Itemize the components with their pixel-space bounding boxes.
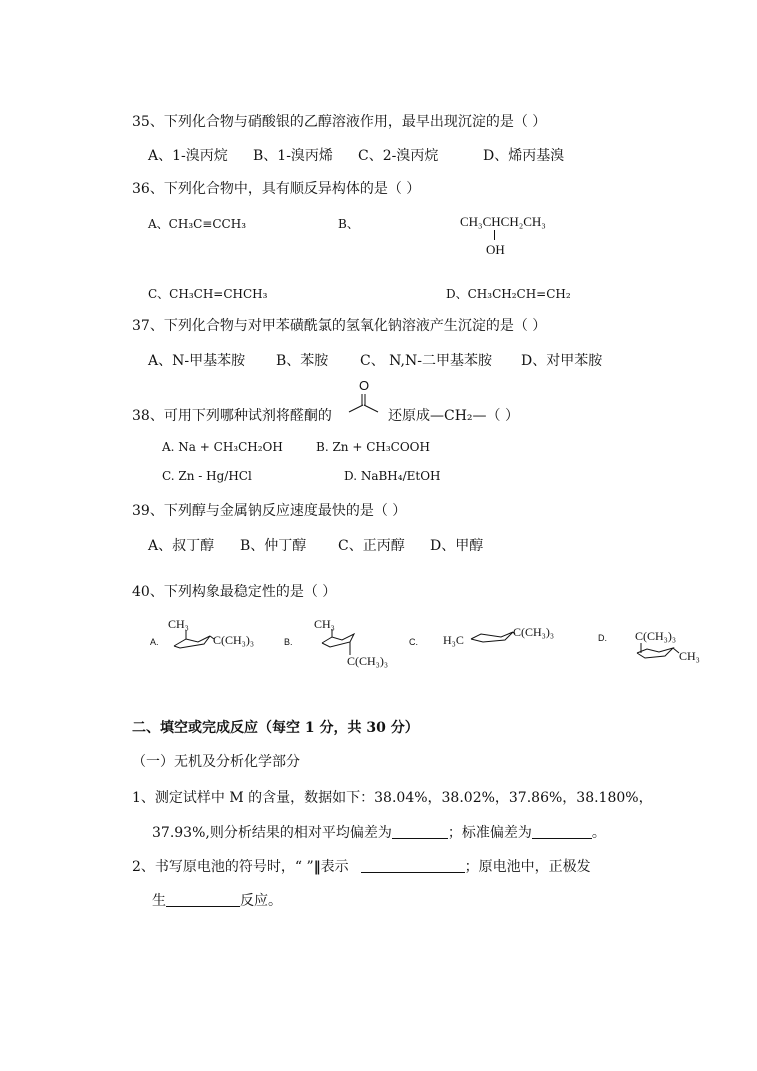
fill2-line2-pre: 生 (152, 893, 166, 909)
q37-option-b: B、苯胺 (276, 353, 329, 369)
q40-c-tbu: C(CH₃)₃ (513, 625, 555, 639)
q39-option-b: B、仲丁醇 (240, 538, 307, 554)
q38-option-d: D. NaBH₄/EtOH (344, 469, 441, 483)
q36-b-oh: OH (486, 242, 505, 257)
fill1-line2 (152, 824, 606, 840)
fill2-line1-post: ；原电池中，正极发 (464, 859, 591, 875)
q38-stem-post: 还原成—CH₂—（ ） (388, 408, 519, 424)
q39-option-a: A、叔丁醇 (148, 538, 215, 554)
q40-a-tbu: C(CH₃)₃ (213, 633, 255, 647)
q40-d-tbu: C(CH₃)₃ (635, 629, 677, 643)
q36-option-b-label: B、 (338, 217, 359, 231)
fill1-line2-pre: 37.93%,则分析结果的相对平均偏差为 (152, 825, 392, 841)
q36-b-bond (494, 230, 495, 240)
fill2-line1 (132, 858, 591, 874)
fill2-line2 (152, 892, 282, 908)
q40-a-ch3: CH₃ (168, 617, 189, 631)
q40-c-h3c: H₃C (443, 633, 464, 647)
q40-b-tbu: C(CH₃)₃ (347, 654, 389, 668)
q35-option-a: A、1-溴丙烷 (148, 148, 228, 164)
q40-option-b-structure (312, 617, 402, 669)
q38-stem-pre: 38、可用下列哪种试剂将醛酮的 (132, 408, 332, 424)
q40-option-a-structure (166, 617, 276, 657)
fill1-line1: 1、测定试样中 M 的含量，数据如下：38.04%，38.02%，37.86%，38.180%， (132, 790, 653, 806)
fill1-line2-mid: ；标准偏差为 (447, 825, 532, 841)
carbonyl-icon (346, 378, 386, 414)
q40-option-d-label: D. (598, 633, 607, 643)
q36-option-a: A、CH₃C≡CCH₃ (148, 217, 246, 231)
q35-option-d: D、烯丙基溴 (483, 148, 565, 164)
q39-option-d: D、甲醇 (430, 538, 484, 554)
q40-option-a-label: A. (150, 637, 159, 647)
q35-option-b: B、1-溴丙烯 (253, 148, 333, 164)
q36-stem: 36、下列化合物中，具有顺反异构体的是（ ） (132, 181, 421, 197)
q35-option-c: C、2-溴丙烷 (358, 148, 439, 164)
q40-b-ch3: CH₃ (314, 617, 335, 631)
q40-option-d-structure (633, 629, 723, 667)
q37-option-c: C、 N,N-二甲基苯胺 (360, 353, 492, 369)
q38-option-a: A. Na + CH₃CH₂OH (162, 440, 283, 454)
q37-option-a: A、N-甲基苯胺 (148, 353, 246, 369)
fill1-line2-end: 。 (591, 825, 606, 841)
q38-carbonyl-structure (346, 378, 386, 414)
q40-stem: 40、下列构象最稳定性的是（ ） (132, 584, 337, 600)
fill1-blank-2[interactable] (532, 824, 592, 839)
q39-option-c: C、正丙醇 (338, 538, 405, 554)
q40-option-b-label: B. (284, 637, 293, 647)
fill2-blank-1[interactable] (361, 858, 465, 873)
q38-carbonyl-o: O (359, 378, 370, 393)
q39-stem: 39、下列醇与金属钠反应速度最快的是（ ） (132, 503, 407, 519)
section2-subtitle: （一）无机及分析化学部分 (132, 754, 300, 770)
fill2-line1-pre: 2、书写原电池的符号时，“ ” (132, 859, 314, 875)
section2-title: 二、填空或完成反应（每空 1 分，共 30 分） (132, 720, 419, 736)
cyclohexane-chair-icon (633, 629, 723, 667)
fill2-blank-2[interactable] (166, 892, 240, 907)
q35-stem: 35、下列化合物与硝酸银的乙醇溶液作用，最早出现沉淀的是（ ） (132, 114, 547, 130)
fill2-double-bar: ‖ (313, 859, 321, 875)
fill1-blank-1[interactable] (392, 824, 448, 839)
q37-option-d: D、对甲苯胺 (521, 353, 603, 369)
q38-option-b: B. Zn + CH₃COOH (316, 440, 430, 454)
q40-d-ch3: CH₃ (679, 649, 700, 663)
q36-option-b-structure (460, 214, 578, 262)
q36-option-c: C、CH₃CH=CHCH₃ (148, 287, 268, 301)
fill2-line1-mid: 表示 (320, 859, 349, 875)
fill2-line2-post: 反应。 (240, 893, 282, 909)
q40-option-c-structure (443, 624, 573, 652)
q36-option-d: D、CH₃CH₂CH=CH₂ (446, 287, 571, 301)
q36-b-formula: CH₃CHCH₂CH₃ (460, 214, 546, 229)
q40-option-c-label: C. (409, 637, 418, 647)
q37-stem: 37、下列化合物与对甲苯磺酰氯的氢氧化钠溶液产生沉淀的是（ ） (132, 318, 547, 334)
q38-option-c: C. Zn - Hg/HCl (162, 469, 252, 483)
